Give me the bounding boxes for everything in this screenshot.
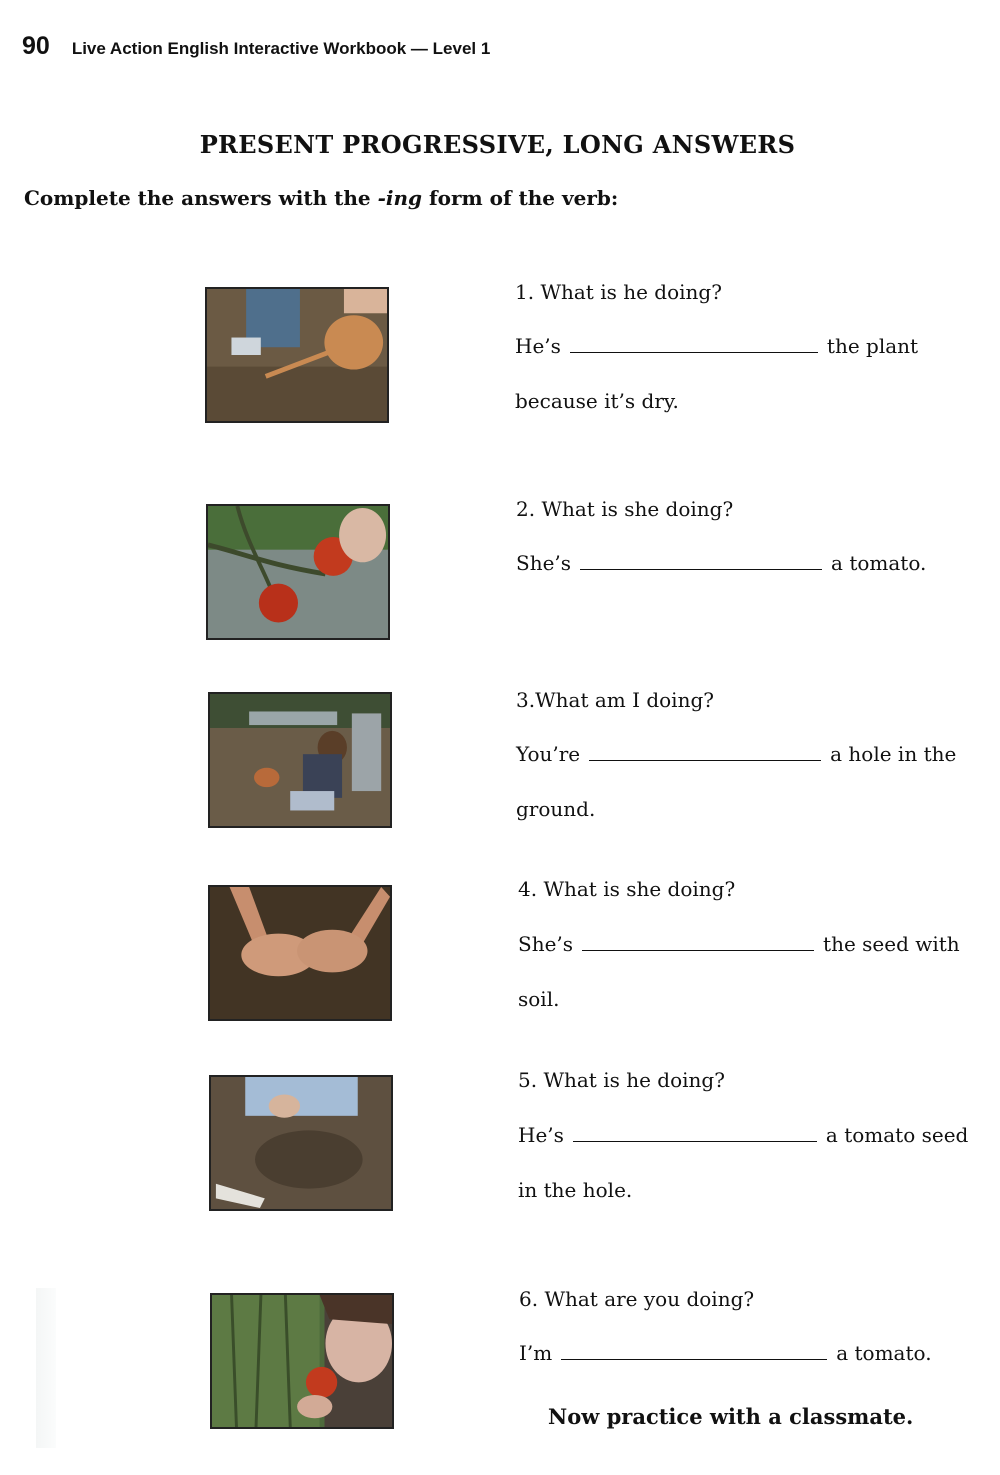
question-1: 1. What is he doing? [515,280,722,304]
worksheet-title: PRESENT PROGRESSIVE, LONG ANSWERS [199,130,796,159]
practice-note: Now practice with a classmate. [548,1404,914,1429]
answer-blank-6[interactable] [561,1341,827,1360]
answer-prefix: I’m [519,1341,553,1365]
answer-prefix: He’s [518,1123,564,1147]
question-2: 2. What is she doing? [516,497,734,521]
answer-line-3 [516,742,956,766]
answer-suffix: a tomato. [831,551,927,575]
book-title: Live Action English Interactive Workbook — Level 1 [71,39,491,58]
answer-suffix: a hole in the [830,742,957,766]
answer-line-5 [518,1123,968,1147]
answer-line-1 [515,334,918,358]
answer-prefix: She’s [518,932,574,956]
hands-soil-photo [208,885,392,1021]
answer-blank-4[interactable] [582,932,814,951]
continuation-3: ground. [516,797,596,821]
answer-blank-1[interactable] [570,334,818,353]
question-5: 5. What is he doing? [518,1068,725,1092]
digging-photo [208,692,392,828]
answer-prefix: He’s [515,334,561,358]
planting-seed-photo [209,1075,393,1211]
instructions [24,186,618,210]
question-4: 4. What is she doing? [518,877,736,901]
answer-blank-3[interactable] [589,742,821,761]
answer-line-2 [516,551,926,575]
instructions-italic: -ing [377,186,423,210]
answer-line-6 [519,1341,932,1365]
continuation-4: soil. [518,987,560,1011]
continuation-5: in the hole. [518,1178,633,1202]
tomato-plant-photo [206,504,390,640]
answer-line-4 [518,932,960,956]
page-number: 90 [22,32,50,60]
instructions-after: form of the verb: [422,186,619,210]
continuation-1: because it’s dry. [515,389,679,413]
answer-suffix: the plant [826,334,919,358]
page-header [22,32,490,61]
answer-blank-2[interactable] [580,551,822,570]
question-6: 6. What are you doing? [519,1287,755,1311]
smelling-tomato-photo [210,1293,394,1429]
answer-suffix: the seed with [823,932,960,956]
answer-prefix: You’re [516,742,581,766]
instructions-before: Complete the answers with the [24,186,378,210]
watering-can-photo [205,287,389,423]
scan-edge [36,1288,56,1448]
answer-prefix: She’s [516,551,572,575]
answer-suffix: a tomato. [836,1341,932,1365]
question-3: 3.What am I doing? [516,688,714,712]
answer-suffix: a tomato seed [825,1123,969,1147]
answer-blank-5[interactable] [573,1123,817,1142]
